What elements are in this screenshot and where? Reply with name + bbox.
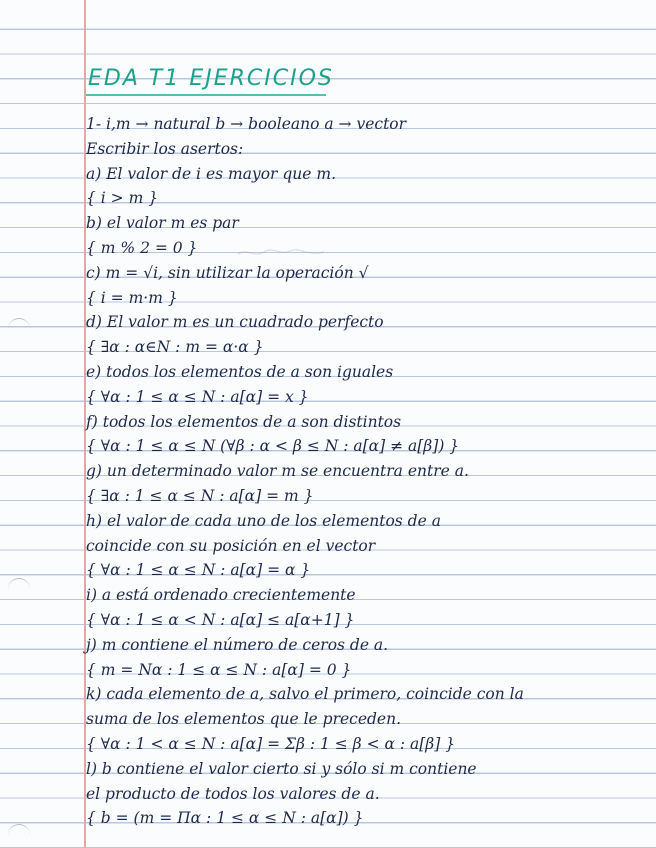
text-line: Escribir los asertos:	[86, 139, 244, 158]
text-line: coincide con su posición en el vector	[86, 536, 376, 555]
handwritten-notes	[86, 112, 646, 831]
text-line: { b = (m = Πα : 1 ≤ α ≤ N : a[α]) }	[86, 809, 364, 828]
text-line: { ∃α : 1 ≤ α ≤ N : a[α] = m }	[86, 486, 314, 505]
binder-hole	[8, 318, 30, 329]
binder-hole	[8, 824, 30, 835]
title-underline	[86, 94, 326, 96]
text-line: b) el valor m es par	[86, 214, 239, 233]
text-line: { i > m }	[86, 189, 159, 208]
text-line: { ∀α : 1 ≤ α ≤ N : a[α] = x }	[86, 387, 309, 406]
text-line: c) m = √i, sin utilizar la operación √	[86, 263, 369, 282]
text-line: { ∀α : 1 ≤ α ≤ N (∀β : α < β ≤ N : a[α] ≠ a[β]) }	[86, 437, 460, 456]
binder-hole	[8, 578, 30, 589]
text-line: h) el valor de cada uno de los elementos de a	[86, 511, 441, 530]
page-title: EDA T1 EJERCICIOS	[88, 66, 334, 91]
text-line: { ∃α : α∈N : m = α·α }	[86, 338, 264, 357]
text-line: a) El valor de i es mayor que m.	[86, 164, 336, 183]
text-line: d) El valor m es un cuadrado perfecto	[86, 313, 384, 332]
text-line: { i = m·m }	[86, 288, 178, 307]
text-line: { m = Nα : 1 ≤ α ≤ N : a[α] = 0 }	[86, 660, 352, 679]
text-line: { ∀α : 1 ≤ α < N : a[α] ≤ a[α+1] }	[86, 610, 355, 629]
text-line: el producto de todos los valores de a.	[86, 784, 380, 803]
text-line: 1- i,m → natural b → booleano a → vector	[86, 115, 407, 133]
text-line: i) a está ordenado crecientemente	[86, 586, 356, 605]
text-line: k) cada elemento de a, salvo el primero, coincide con la	[86, 685, 524, 704]
text-line: { m % 2 = 0 }	[86, 238, 198, 257]
text-line: e) todos los elementos de a son iguales	[86, 362, 394, 381]
text-line: suma de los elementos que le preceden.	[86, 710, 402, 729]
text-line: { ∀α : 1 < α ≤ N : a[α] = Σβ : 1 ≤ β < α : a[β] }	[86, 734, 456, 753]
text-line: f) todos los elementos de a son distintos	[86, 412, 402, 431]
text-line: j) m contiene el número de ceros de a.	[86, 635, 389, 654]
text-line: g) un determinado valor m se encuentra entre a.	[86, 462, 469, 481]
text-line: { ∀α : 1 ≤ α ≤ N : a[α] = α }	[86, 561, 311, 580]
text-line: l) b contiene el valor cierto si y sólo si m contiene	[86, 759, 477, 778]
